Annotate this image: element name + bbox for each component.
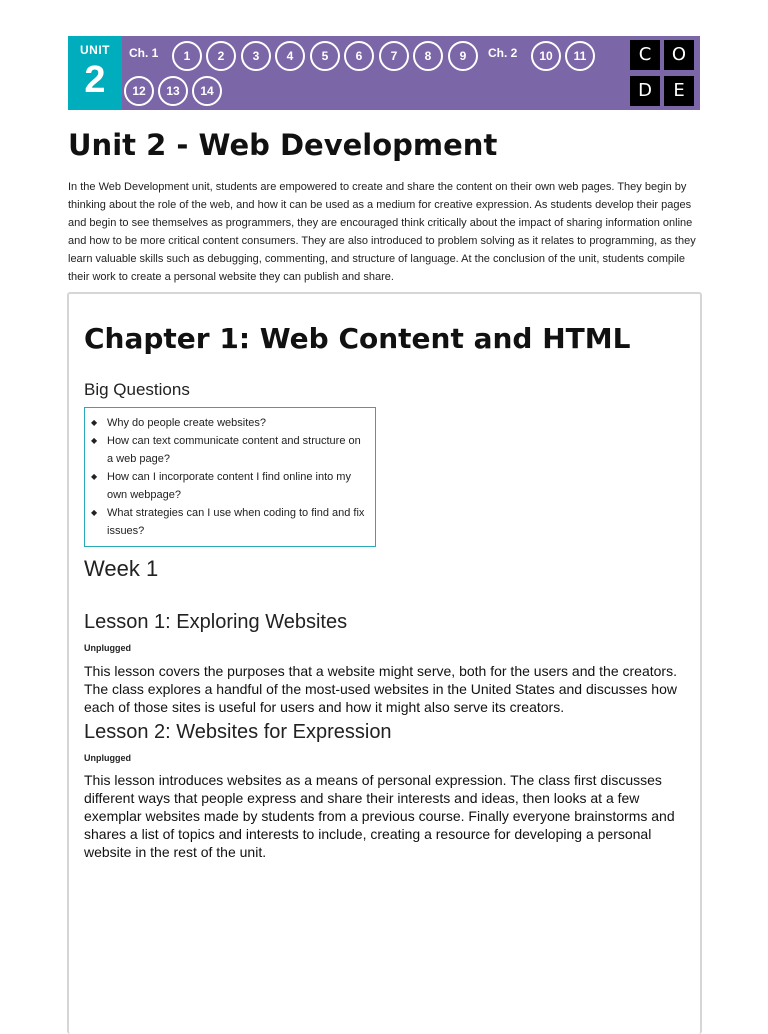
list-item (91, 468, 367, 504)
diamond-bullet-icon: ◆ (91, 508, 98, 517)
logo-letter-o: O (664, 40, 694, 70)
list-item (91, 504, 367, 540)
list-item (91, 432, 367, 468)
lesson-link-11[interactable]: 11 (565, 41, 595, 71)
code-org-logo[interactable] (630, 40, 696, 106)
chapter-2-label[interactable]: Ch. 2 (488, 46, 518, 60)
question-text: How can text communicate content and structure on a web page? (107, 435, 361, 465)
diamond-bullet-icon: ◆ (91, 418, 98, 427)
diamond-bullet-icon: ◆ (91, 472, 98, 481)
chapter-title: Chapter 1: Web Content and HTML (84, 322, 631, 355)
lesson-link-8[interactable]: 8 (413, 41, 443, 71)
unit-title: Unit 2 - Web Development (68, 128, 498, 162)
lesson-link-14[interactable]: 14 (192, 76, 222, 106)
lesson-link-1[interactable]: 1 (172, 41, 202, 71)
lesson-link-5[interactable]: 5 (310, 41, 340, 71)
lesson-link-3[interactable]: 3 (241, 41, 271, 71)
lesson-1-type: Unplugged (84, 643, 131, 653)
lesson-link-6[interactable]: 6 (344, 41, 374, 71)
unit-badge (68, 36, 122, 110)
lesson-link-13[interactable]: 13 (158, 76, 188, 106)
unit-intro-paragraph: In the Web Development unit, students are empowered to create and share the content on their own web pages. They begin by thinking about the role of the web, and how it can be used as a medium for creative expression. As students develop their pages and begin to see themselves as programmers, they are encouraged think critically about the impact of sharing information online and how to be more critical content consumers. They are also introduced to problem solving as it relates to programming, as they learn valuable skills such as debugging, commenting, and structure of language. At the conclusion of the unit, students compile their work to create a personal website they can publish and share. (68, 181, 696, 283)
logo-letter-c: C (630, 40, 660, 70)
lesson-2-description: This lesson introduces websites as a means of personal expression. The class first discusses different ways that people express and share their interests and ideas, then looks at a few exemplar websites made by students from a previous course. Finally everyone brainstorms and shares a list of topics and interests to include, creating a resource for developing a personal website in the rest of the unit. (84, 772, 675, 860)
list-item (91, 414, 367, 432)
big-questions-heading: Big Questions (84, 380, 190, 399)
lesson-link-2[interactable]: 2 (206, 41, 236, 71)
unit-header-bar (68, 36, 700, 110)
lesson-link-12[interactable]: 12 (124, 76, 154, 106)
question-text: Why do people create websites? (107, 417, 266, 429)
lesson-link-4[interactable]: 4 (275, 41, 305, 71)
question-text: What strategies can I use when coding to find and fix issues? (107, 507, 365, 537)
logo-letter-e: E (664, 76, 694, 106)
diamond-bullet-icon: ◆ (91, 436, 98, 445)
lesson-link-9[interactable]: 9 (448, 41, 478, 71)
lesson-link-7[interactable]: 7 (379, 41, 409, 71)
logo-letter-d: D (630, 76, 660, 106)
big-questions-box (84, 407, 376, 547)
question-text: How can I incorporate content I find online into my own webpage? (107, 471, 351, 501)
big-questions-list (85, 408, 375, 540)
chapter-1-label[interactable]: Ch. 1 (129, 46, 159, 60)
unit-number: 2 (84, 59, 106, 101)
lesson-2-title: Lesson 2: Websites for Expression (84, 721, 392, 743)
unit-label: UNIT (80, 43, 110, 57)
lesson-link-10[interactable]: 10 (531, 41, 561, 71)
lesson-2-type: Unplugged (84, 753, 131, 763)
week-heading: Week 1 (84, 556, 159, 581)
lesson-1-title: Lesson 1: Exploring Websites (84, 611, 348, 633)
lesson-1-description: This lesson covers the purposes that a website might serve, both for the users and the creators. The class explores a handful of the most-used websites in the United States and discusses how each of those sites is useful for users and how it might also serve its creators. (84, 663, 677, 715)
